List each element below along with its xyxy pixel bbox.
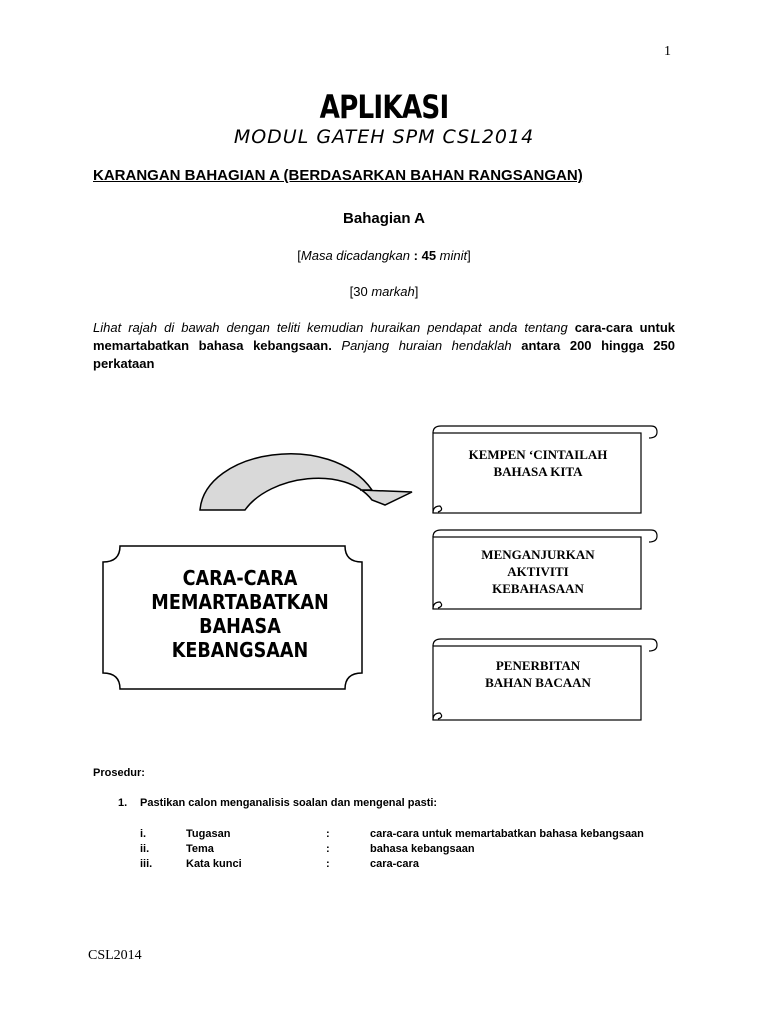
item-key: Kata kunci bbox=[186, 858, 242, 870]
item-colon: : bbox=[326, 858, 330, 870]
instruction-paragraph: Lihat rajah di bawah dengan teliti kemudian huraikan pendapat anda tentang cara-cara untuk memartabatkan bahasa kebangsaan. Panjang huraian hendaklah antara 200 hingga 250 perkataan bbox=[93, 320, 675, 371]
main-line: MEMARTABATKAN bbox=[151, 590, 329, 614]
scroll-2-text bbox=[438, 546, 638, 597]
scroll-3-text bbox=[438, 657, 638, 691]
item-value: cara-cara bbox=[370, 858, 419, 870]
scroll-line: PENERBITAN bbox=[495, 658, 581, 673]
item-value: bahasa kebangsaan bbox=[370, 843, 475, 855]
marks-allocation: [30 markah] bbox=[349, 284, 419, 299]
stimulus-diagram bbox=[0, 380, 768, 740]
scroll-1-text bbox=[438, 446, 638, 480]
section-title: Bahagian A bbox=[343, 210, 425, 227]
step-text: Pastikan calon menganalisis soalan dan mengenal pasti: bbox=[140, 797, 438, 809]
main-line: BAHASA bbox=[199, 614, 281, 638]
page-subtitle: MODUL GATEH SPM CSL2014 bbox=[233, 126, 535, 148]
step-number: 1. bbox=[118, 797, 128, 809]
item-value: cara-cara untuk memartabatkan bahasa kebangsaan bbox=[370, 828, 644, 840]
main-line: CARA-CARA bbox=[182, 566, 298, 590]
page-number: 1 bbox=[664, 44, 671, 59]
item-key: Tema bbox=[186, 843, 214, 855]
page-title: APLIKASI bbox=[319, 88, 449, 126]
scroll-line: BAHAN BACAAN bbox=[485, 675, 591, 690]
procedure-label: Prosedur: bbox=[93, 767, 145, 779]
item-colon: : bbox=[326, 843, 330, 855]
item-number: i. bbox=[140, 828, 147, 840]
scroll-line: AKTIVITI bbox=[507, 564, 569, 579]
essay-heading: KARANGAN BAHAGIAN A (BERDASARKAN BAHAN RANGSANGAN) bbox=[93, 167, 583, 184]
main-box-text bbox=[134, 566, 345, 662]
page-footer: CSL2014 bbox=[88, 948, 142, 963]
main-line: KEBANGSAAN bbox=[171, 638, 309, 662]
suggested-time: [Masa dicadangkan : 45 minit] bbox=[297, 248, 471, 263]
item-number: iii. bbox=[140, 858, 153, 870]
item-number: ii. bbox=[140, 843, 150, 855]
scroll-line: MENGANJURKAN bbox=[481, 547, 595, 562]
curved-arrow-icon bbox=[200, 454, 412, 510]
scroll-line: BAHASA KITA bbox=[493, 464, 583, 479]
scroll-line: KEMPEN ‘CINTAILAH bbox=[468, 447, 608, 462]
item-colon: : bbox=[326, 828, 330, 840]
scroll-line: KEBAHASAAN bbox=[492, 581, 584, 596]
item-key: Tugasan bbox=[186, 828, 231, 840]
